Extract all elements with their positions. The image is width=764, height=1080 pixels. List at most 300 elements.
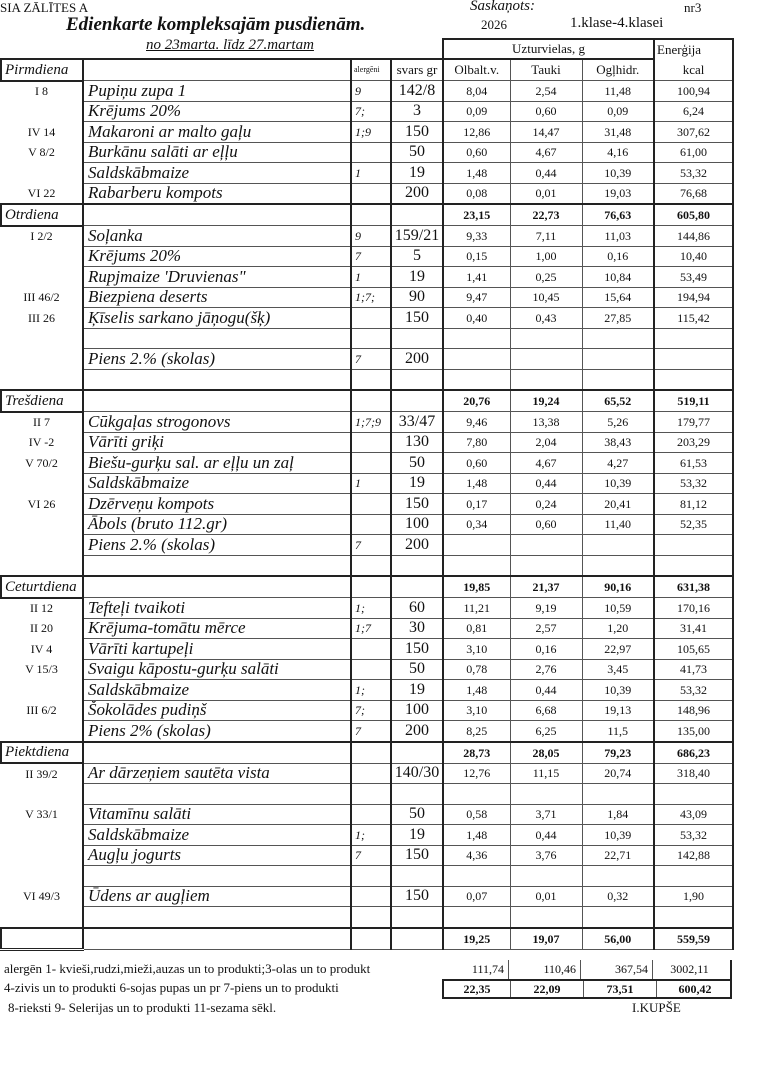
allergen-codes: 1 — [351, 163, 391, 184]
portion-weight: 100 — [391, 514, 443, 535]
protein-value: 0,09 — [443, 101, 510, 122]
recipe-code — [1, 680, 83, 701]
energy-value: 144,86 — [654, 226, 733, 247]
fat-value: 0,24 — [510, 494, 582, 515]
portion-weight: 130 — [391, 432, 443, 453]
day-header-blank — [351, 390, 391, 412]
recipe-code — [1, 349, 83, 370]
carbs-value: 11,40 — [582, 514, 654, 535]
protein-value: 0,81 — [443, 618, 510, 639]
dish-name: Piens 2.% (skolas) — [83, 349, 351, 370]
menu-item-row — [1, 142, 733, 163]
portion-weight: 3 — [391, 101, 443, 122]
protein-value: 3,10 — [443, 700, 510, 721]
allergen-codes — [351, 494, 391, 515]
day-header-blank — [83, 576, 351, 598]
allergen-codes: 7 — [351, 349, 391, 370]
carbs-value: 27,85 — [582, 308, 654, 329]
dish-name: Piens 2% (skolas) — [83, 721, 351, 742]
carbs-value: 10,59 — [582, 598, 654, 619]
week-total-carbs: 367,54 — [581, 960, 653, 979]
menu-item-row — [1, 432, 733, 453]
recipe-code — [1, 163, 83, 184]
average-energy: 600,42 — [678, 982, 712, 996]
menu-item-row — [1, 81, 733, 102]
day-total-c: 76,63 — [582, 204, 654, 226]
day-header-row — [1, 742, 733, 764]
protein-value: 7,80 — [443, 432, 510, 453]
protein-value: 1,48 — [443, 825, 510, 846]
dish-name: Krējums 20% — [83, 101, 351, 122]
carbs-value: 0,16 — [582, 246, 654, 267]
portion-weight: 60 — [391, 598, 443, 619]
day-name: Ceturtdiena — [1, 576, 83, 598]
dish-name — [83, 866, 351, 887]
fat-value: 1,00 — [510, 246, 582, 267]
day-name: Pirmdiena — [1, 59, 83, 81]
recipe-code: II 12 — [1, 598, 83, 619]
protein-value: 12,86 — [443, 122, 510, 143]
day-header-blank — [351, 576, 391, 598]
energy-value — [654, 369, 733, 390]
portion-weight: 150 — [391, 886, 443, 907]
day-total-p: 20,76 — [443, 390, 510, 412]
allergen-codes — [351, 659, 391, 680]
portion-weight: 200 — [391, 349, 443, 370]
week-total-row — [442, 960, 732, 979]
protein-value: 0,15 — [443, 246, 510, 267]
carbs-value: 10,84 — [582, 267, 654, 288]
menu-item-row — [1, 308, 733, 329]
fat-value: 10,45 — [510, 287, 582, 308]
day-header-blank — [391, 742, 443, 764]
carbs-value: 11,03 — [582, 226, 654, 247]
menu-item-row — [1, 886, 733, 907]
allergen-codes: 1; — [351, 598, 391, 619]
fat-value: 0,16 — [510, 639, 582, 660]
fat-value: 0,44 — [510, 163, 582, 184]
allergens-header: alergēni — [351, 59, 391, 81]
fat-value: 13,38 — [510, 412, 582, 433]
menu-item-row — [1, 163, 733, 184]
dish-name — [83, 555, 351, 576]
average-fat: 22,09 — [511, 981, 584, 997]
fat-value — [510, 349, 582, 370]
fat-header: Tauki — [510, 59, 582, 81]
menu-item-row — [1, 494, 733, 515]
energy-value: 81,12 — [654, 494, 733, 515]
menu-item-row — [1, 845, 733, 866]
portion-weight: 50 — [391, 453, 443, 474]
portion-weight: 30 — [391, 618, 443, 639]
portion-weight: 19 — [391, 267, 443, 288]
dish-name: Saldskābmaize — [83, 473, 351, 494]
dish-name — [83, 328, 351, 349]
portion-weight: 200 — [391, 183, 443, 204]
day-header-row — [1, 576, 733, 598]
energy-value — [654, 907, 733, 928]
fat-value: 2,54 — [510, 81, 582, 102]
energy-value: 31,41 — [654, 618, 733, 639]
energy-value — [654, 555, 733, 576]
allergen-codes — [351, 369, 391, 390]
year: 2026 — [481, 17, 507, 32]
allergen-codes — [351, 866, 391, 887]
total-blank — [391, 928, 443, 950]
class-range: 1.klase-4.klasei — [570, 15, 664, 31]
energy-value: 52,35 — [654, 514, 733, 535]
fat-value: 2,57 — [510, 618, 582, 639]
carbs-value: 22,71 — [582, 845, 654, 866]
energy-value — [654, 349, 733, 370]
fat-value: 0,60 — [510, 101, 582, 122]
energy-value: 53,32 — [654, 163, 733, 184]
allergen-codes: 7; — [351, 101, 391, 122]
fat-value: 6,68 — [510, 700, 582, 721]
energy-value: 43,09 — [654, 804, 733, 825]
protein-value — [443, 784, 510, 805]
allergen-codes: 1; — [351, 680, 391, 701]
recipe-code — [1, 535, 83, 556]
day-header-blank — [391, 576, 443, 598]
fat-value: 14,47 — [510, 122, 582, 143]
recipe-code — [1, 721, 83, 742]
allergen-codes — [351, 183, 391, 204]
dish-name: Biešu-gurķu sal. ar eļļu un zaļ — [83, 453, 351, 474]
document-number: nr3 — [684, 0, 702, 15]
recipe-code: I 2/2 — [1, 226, 83, 247]
menu-item-row — [1, 804, 733, 825]
allergen-codes — [351, 514, 391, 535]
protein-value: 4,36 — [443, 845, 510, 866]
fat-value — [510, 535, 582, 556]
energy-header-bottom: kcal — [654, 59, 733, 81]
dish-name: Piens 2.% (skolas) — [83, 535, 351, 556]
protein-value: 9,33 — [443, 226, 510, 247]
menu-item-row — [1, 473, 733, 494]
carbs-value: 31,48 — [582, 122, 654, 143]
portion-weight: 150 — [391, 494, 443, 515]
day-total-p: 28,73 — [443, 742, 510, 764]
day-total-e: 519,11 — [654, 390, 733, 412]
fat-value: 0,01 — [510, 183, 582, 204]
portion-weight: 142/8 — [391, 81, 443, 102]
energy-header-top: Enerģija — [654, 39, 733, 59]
protein-value: 1,48 — [443, 680, 510, 701]
portion-weight: 150 — [391, 845, 443, 866]
portion-weight: 150 — [391, 122, 443, 143]
fat-value: 0,25 — [510, 267, 582, 288]
recipe-code: V 70/2 — [1, 453, 83, 474]
energy-value: 53,32 — [654, 473, 733, 494]
allergen-codes — [351, 804, 391, 825]
carbs-value: 20,74 — [582, 763, 654, 784]
allergen-codes: 1;7; — [351, 287, 391, 308]
average-carbs: 73,51 — [584, 981, 657, 997]
day-header-blank — [83, 742, 351, 764]
allergen-codes: 7; — [351, 700, 391, 721]
carbs-value: 0,09 — [582, 101, 654, 122]
energy-value: 76,68 — [654, 183, 733, 204]
recipe-code: II 39/2 — [1, 763, 83, 784]
carbs-value: 20,41 — [582, 494, 654, 515]
menu-item-row — [1, 453, 733, 474]
energy-value — [654, 784, 733, 805]
protein-value: 0,58 — [443, 804, 510, 825]
day-header-blank — [391, 204, 443, 226]
energy-value: 100,94 — [654, 81, 733, 102]
recipe-code: V 33/1 — [1, 804, 83, 825]
menu-item-row — [1, 328, 733, 349]
portion-weight — [391, 555, 443, 576]
dish-name: Augļu jogurts — [83, 845, 351, 866]
menu-item-row — [1, 866, 733, 887]
carbs-value: 1,84 — [582, 804, 654, 825]
day-total-p: 23,15 — [443, 204, 510, 226]
day-total-e: 559,59 — [654, 928, 733, 950]
fat-value: 4,67 — [510, 453, 582, 474]
recipe-code — [1, 866, 83, 887]
day-header-blank — [391, 390, 443, 412]
fat-value: 4,67 — [510, 142, 582, 163]
carbs-header: Ogļhidr. — [582, 59, 654, 81]
portion-weight — [391, 328, 443, 349]
dish-name: Vārīti griķi — [83, 432, 351, 453]
energy-value — [654, 535, 733, 556]
day-total-c: 90,16 — [582, 576, 654, 598]
protein-value: 0,40 — [443, 308, 510, 329]
day-header-blank — [83, 204, 351, 226]
carbs-value: 0,32 — [582, 886, 654, 907]
carbs-value: 11,5 — [582, 721, 654, 742]
protein-value — [443, 907, 510, 928]
dish-name: Cūkgaļas strogonovs — [83, 412, 351, 433]
menu-item-row — [1, 721, 733, 742]
dish-name: Saldskābmaize — [83, 163, 351, 184]
protein-value: 1,48 — [443, 163, 510, 184]
dish-name: Makaroni ar malto gaļu — [83, 122, 351, 143]
portion-weight: 150 — [391, 308, 443, 329]
fat-value: 2,76 — [510, 659, 582, 680]
allergen-codes — [351, 639, 391, 660]
recipe-code: II 7 — [1, 412, 83, 433]
portion-weight: 100 — [391, 700, 443, 721]
allergen-codes — [351, 432, 391, 453]
dish-name: Soļanka — [83, 226, 351, 247]
carbs-value — [582, 866, 654, 887]
menu-item-row — [1, 598, 733, 619]
recipe-code — [1, 328, 83, 349]
portion-weight: 159/21 — [391, 226, 443, 247]
menu-item-row — [1, 412, 733, 433]
fat-value: 9,19 — [510, 598, 582, 619]
recipe-code: IV 14 — [1, 122, 83, 143]
energy-value: 53,49 — [654, 267, 733, 288]
carbs-value: 10,39 — [582, 680, 654, 701]
signature: I.KUPŠE — [632, 1000, 681, 1015]
carbs-value: 4,16 — [582, 142, 654, 163]
allergen-codes: 7 — [351, 535, 391, 556]
average-protein: 22,35 — [444, 981, 511, 997]
portion-weight — [391, 866, 443, 887]
dish-name: Ābols (bruto 112.gr) — [83, 514, 351, 535]
carbs-value: 4,27 — [582, 453, 654, 474]
day-total-c: 79,23 — [582, 742, 654, 764]
day-total-c: 56,00 — [582, 928, 654, 950]
allergen-codes — [351, 784, 391, 805]
carbs-value — [582, 369, 654, 390]
fat-value: 0,60 — [510, 514, 582, 535]
recipe-code: IV 4 — [1, 639, 83, 660]
menu-item-row — [1, 680, 733, 701]
dish-name: Ķīselis sarkano jāņogu(šķ) — [83, 308, 351, 329]
dish-name: Burkānu salāti ar eļļu — [83, 142, 351, 163]
carbs-value: 38,43 — [582, 432, 654, 453]
fat-value — [510, 866, 582, 887]
energy-value: 170,16 — [654, 598, 733, 619]
protein-value: 0,07 — [443, 886, 510, 907]
fat-value — [510, 328, 582, 349]
protein-value: 8,04 — [443, 81, 510, 102]
dish-name: Svaigu kāpostu-gurķu salāti — [83, 659, 351, 680]
recipe-code — [1, 473, 83, 494]
protein-value — [443, 349, 510, 370]
energy-value: 318,40 — [654, 763, 733, 784]
page-title: Edienkarte kompleksajām pusdienām. — [66, 14, 366, 35]
portion-weight — [391, 369, 443, 390]
protein-value — [443, 369, 510, 390]
menu-period: no 23marta. līdz 27.martam — [146, 37, 314, 53]
menu-item-row — [1, 267, 733, 288]
protein-value — [443, 866, 510, 887]
energy-value: 115,42 — [654, 308, 733, 329]
energy-value: 203,29 — [654, 432, 733, 453]
carbs-value: 19,03 — [582, 183, 654, 204]
energy-value: 1,90 — [654, 886, 733, 907]
recipe-code: III 6/2 — [1, 700, 83, 721]
recipe-code: II 20 — [1, 618, 83, 639]
dish-name — [83, 907, 351, 928]
protein-value: 11,21 — [443, 598, 510, 619]
portion-weight: 19 — [391, 473, 443, 494]
recipe-code — [1, 514, 83, 535]
menu-item-row — [1, 535, 733, 556]
fat-value: 7,11 — [510, 226, 582, 247]
portion-weight: 200 — [391, 721, 443, 742]
carbs-value — [582, 535, 654, 556]
recipe-code — [1, 246, 83, 267]
menu-item-row — [1, 246, 733, 267]
week-total-protein: 111,74 — [442, 960, 509, 979]
portion-weight — [391, 907, 443, 928]
recipe-code — [1, 784, 83, 805]
energy-value — [654, 328, 733, 349]
protein-value: 8,25 — [443, 721, 510, 742]
protein-value: 1,41 — [443, 267, 510, 288]
fat-value: 3,76 — [510, 845, 582, 866]
menu-item-row — [1, 659, 733, 680]
energy-value: 135,00 — [654, 721, 733, 742]
carbs-value: 22,97 — [582, 639, 654, 660]
carbs-value: 10,39 — [582, 163, 654, 184]
fat-value — [510, 555, 582, 576]
allergen-codes: 1;7 — [351, 618, 391, 639]
recipe-code: V 8/2 — [1, 142, 83, 163]
day-header-row — [1, 390, 733, 412]
carbs-value — [582, 328, 654, 349]
day-total-f: 19,24 — [510, 390, 582, 412]
protein-value — [443, 328, 510, 349]
allergen-codes: 7 — [351, 721, 391, 742]
fat-value: 6,25 — [510, 721, 582, 742]
weight-header: svars gr — [391, 59, 443, 81]
recipe-code — [1, 267, 83, 288]
energy-value: 53,32 — [654, 825, 733, 846]
day-total-e: 605,80 — [654, 204, 733, 226]
protein-header: Olbalt.v. — [443, 59, 510, 81]
carbs-value: 19,13 — [582, 700, 654, 721]
energy-value: 148,96 — [654, 700, 733, 721]
dish-name: Vārīti kartupeļi — [83, 639, 351, 660]
daily-average-row — [442, 979, 732, 999]
recipe-code — [1, 555, 83, 576]
allergen-codes — [351, 886, 391, 907]
allergen-codes — [351, 907, 391, 928]
menu-item-row — [1, 122, 733, 143]
day-header-row — [1, 204, 733, 226]
energy-value: 10,40 — [654, 246, 733, 267]
day-header-row — [1, 59, 733, 81]
week-total-energy: 3002,11 — [653, 960, 732, 979]
portion-weight: 90 — [391, 287, 443, 308]
recipe-code: I 8 — [1, 81, 83, 102]
menu-item-row — [1, 825, 733, 846]
menu-item-row — [1, 555, 733, 576]
week-total-fat: 110,46 — [509, 960, 581, 979]
menu-table — [0, 38, 734, 951]
protein-value: 9,46 — [443, 412, 510, 433]
energy-value: 105,65 — [654, 639, 733, 660]
fat-value: 2,04 — [510, 432, 582, 453]
recipe-code: VI 26 — [1, 494, 83, 515]
carbs-value: 5,26 — [582, 412, 654, 433]
portion-weight: 200 — [391, 535, 443, 556]
energy-value: 307,62 — [654, 122, 733, 143]
day-total-e: 686,23 — [654, 742, 733, 764]
carbs-value: 11,48 — [582, 81, 654, 102]
menu-item-row — [1, 618, 733, 639]
menu-item-row — [1, 639, 733, 660]
allergen-codes: 9 — [351, 81, 391, 102]
protein-value: 0,34 — [443, 514, 510, 535]
portion-weight: 33/47 — [391, 412, 443, 433]
fat-value — [510, 907, 582, 928]
energy-value: 6,24 — [654, 101, 733, 122]
carbs-value — [582, 907, 654, 928]
day-total-f: 19,07 — [510, 928, 582, 950]
menu-item-row — [1, 763, 733, 784]
menu-item-row — [1, 349, 733, 370]
day-total-f: 21,37 — [510, 576, 582, 598]
day-total-c: 65,52 — [582, 390, 654, 412]
portion-weight: 19 — [391, 163, 443, 184]
recipe-code — [1, 845, 83, 866]
dish-name — [83, 369, 351, 390]
energy-value: 194,94 — [654, 287, 733, 308]
protein-value: 1,48 — [443, 473, 510, 494]
protein-value: 12,76 — [443, 763, 510, 784]
day-total-row — [1, 928, 733, 950]
